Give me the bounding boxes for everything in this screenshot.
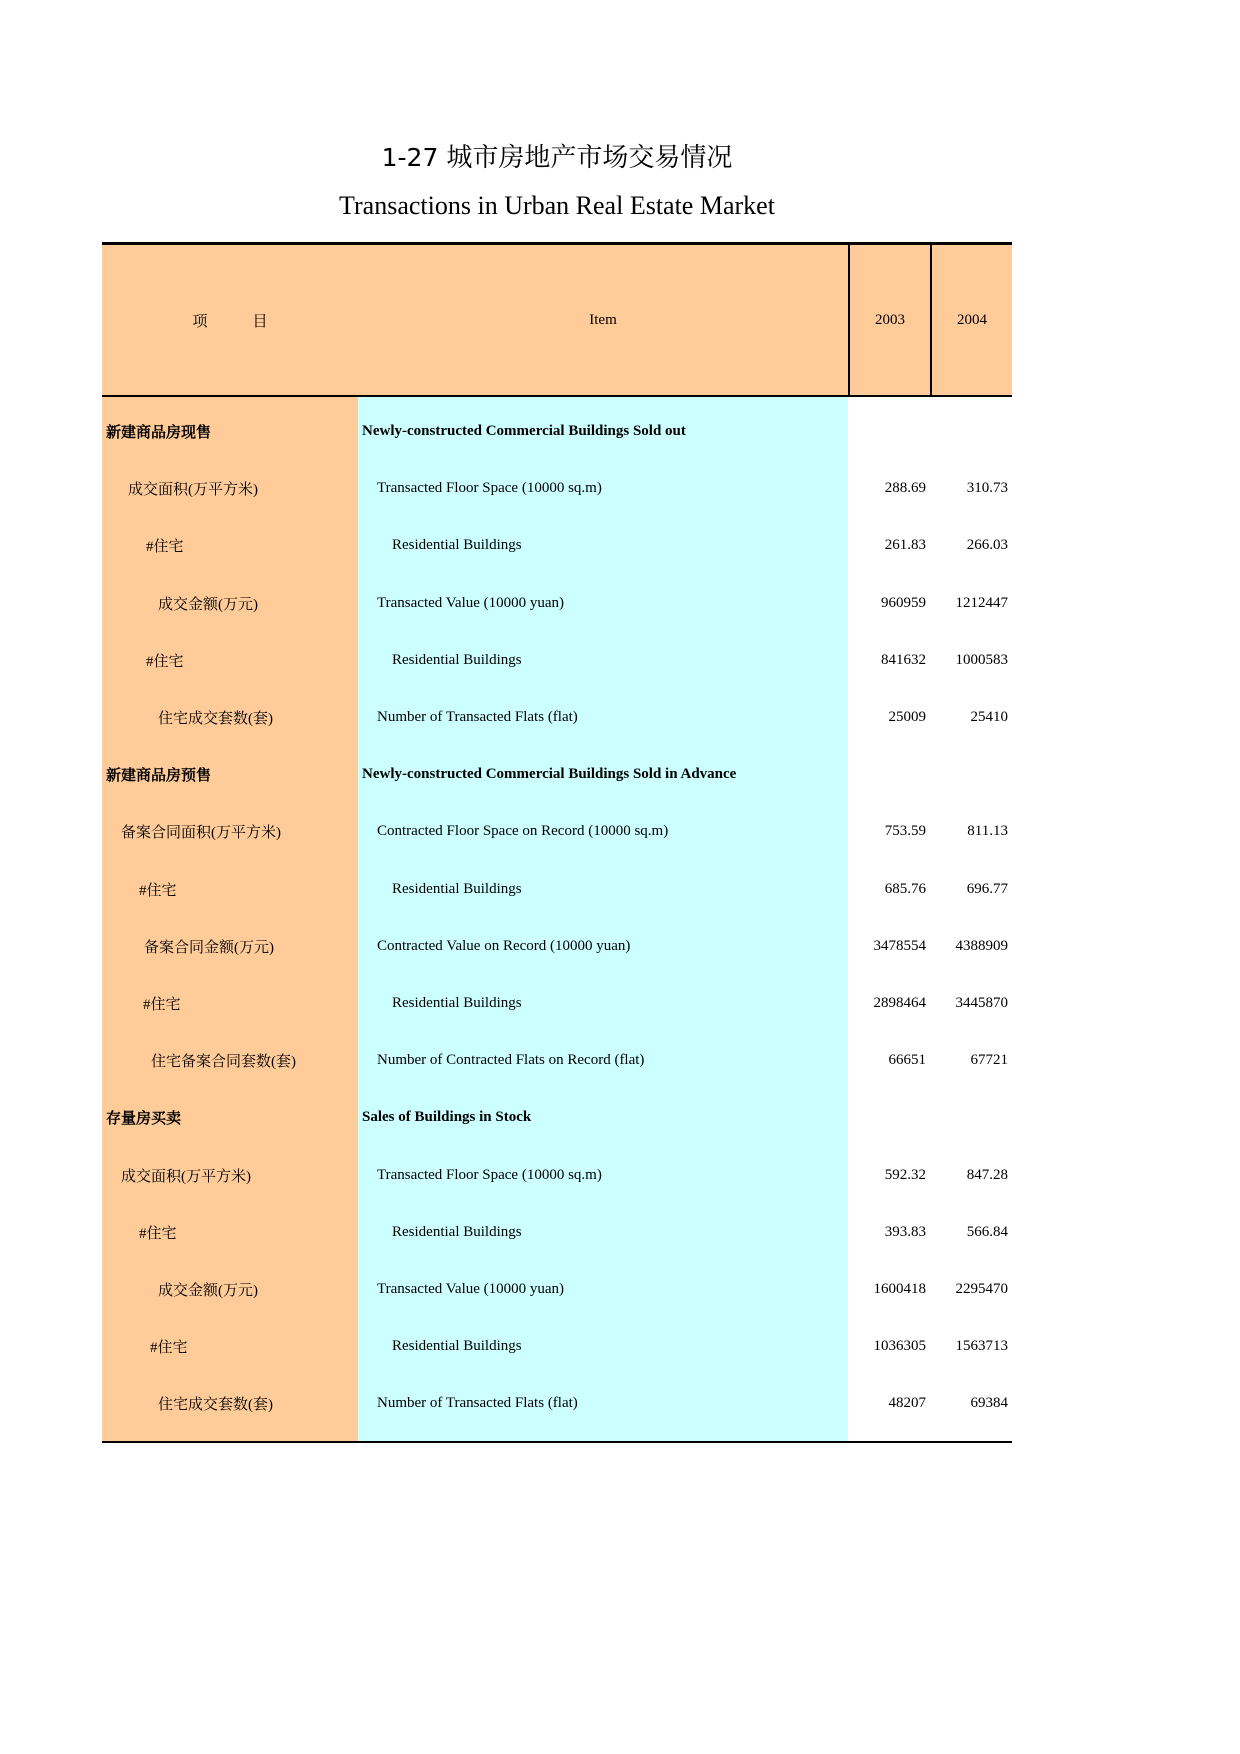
value-2004: 67721 (970, 1052, 1008, 1069)
value-2004: 811.13 (967, 823, 1008, 840)
value-2004: 1000583 (955, 651, 1008, 668)
header-item-en: Item (589, 311, 617, 328)
row-label-en: Number of Transacted Flats (flat) (377, 709, 578, 726)
page-title-cn (102, 139, 1012, 177)
table-row (102, 1146, 1012, 1203)
value-2004: 69384 (970, 1395, 1008, 1412)
header-year-2003: 2003 (848, 245, 930, 395)
value-2003: 2898464 (873, 994, 926, 1011)
table-bottom-rule (102, 1441, 1012, 1443)
value-2004: 847.28 (966, 1166, 1008, 1183)
row-label-cn: 备案合同面积(万平方米) (121, 825, 281, 842)
row-label-en: Newly-constructed Commercial Buildings Sold in Advance (362, 766, 737, 783)
value-2003: 66651 (888, 1052, 926, 1069)
table-row (102, 1204, 1012, 1261)
statistics-table (102, 242, 1012, 1443)
value-2003: 288.69 (884, 480, 926, 497)
value-2004: 566.84 (966, 1223, 1008, 1240)
row-label-en: Newly-constructed Commercial Buildings Sold out (362, 423, 686, 440)
row-label-en: Residential Buildings (392, 1223, 522, 1240)
section-row (102, 1089, 1012, 1146)
row-label-cn: 住宅备案合同套数(套) (151, 1054, 296, 1071)
table-row (102, 1318, 1012, 1375)
value-2004: 3445870 (955, 994, 1008, 1011)
section-row (102, 403, 1012, 460)
value-2004: 1563713 (955, 1338, 1008, 1355)
value-2003: 1600418 (873, 1280, 926, 1297)
row-label-cn: #住宅 (139, 1225, 177, 1242)
row-label-cn: 成交面积(万平方米) (128, 482, 258, 499)
title-cn-text: 城市房地产市场交易情况 (446, 143, 733, 172)
value-2003: 753.59 (884, 823, 926, 840)
row-label-cn: 住宅成交套数(套) (158, 1397, 273, 1414)
value-2004: 696.77 (966, 880, 1008, 897)
table-row (102, 1261, 1012, 1318)
row-label-en: Transacted Value (10000 yuan) (377, 1280, 565, 1297)
row-label-en: Residential Buildings (392, 537, 522, 554)
row-label-cn: #住宅 (139, 882, 177, 899)
row-label-cn: 新建商品房现售 (106, 425, 212, 442)
table-number: 1-27 (381, 143, 439, 172)
row-label-en: Residential Buildings (392, 994, 522, 1011)
table-body (102, 397, 1012, 1441)
value-2003: 592.32 (884, 1166, 926, 1183)
table-row (102, 1032, 1012, 1089)
row-label-cn: 新建商品房预售 (106, 768, 212, 785)
row-label-en: Residential Buildings (392, 880, 522, 897)
value-2003: 393.83 (884, 1223, 926, 1240)
row-label-cn: 成交面积(万平方米) (121, 1168, 251, 1185)
value-2003: 1036305 (873, 1338, 926, 1355)
table-row (102, 517, 1012, 574)
table-row (102, 460, 1012, 517)
value-2003: 960959 (881, 594, 926, 611)
value-2003: 841632 (881, 651, 926, 668)
row-label-en: Residential Buildings (392, 651, 522, 668)
page-title-en: Transactions in Urban Real Estate Market (339, 191, 775, 220)
value-2003: 48207 (888, 1395, 926, 1412)
table-row (102, 1375, 1012, 1432)
table-row (102, 975, 1012, 1032)
value-2004: 25410 (970, 709, 1008, 726)
table-row (102, 632, 1012, 689)
value-2004: 310.73 (966, 480, 1008, 497)
value-2004: 1212447 (955, 594, 1008, 611)
row-label-en: Number of Transacted Flats (flat) (377, 1395, 578, 1412)
row-label-en: Residential Buildings (392, 1338, 522, 1355)
header-item-cn: 项 目 (192, 313, 268, 330)
row-label-en: Transacted Value (10000 yuan) (377, 594, 565, 611)
table-row (102, 575, 1012, 632)
row-label-cn: #住宅 (146, 653, 184, 670)
row-label-cn: #住宅 (146, 539, 184, 556)
header-year-2004: 2004 (930, 245, 1012, 395)
row-label-cn: 成交金额(万元) (158, 596, 258, 613)
value-2004: 2295470 (955, 1280, 1008, 1297)
table-row (102, 689, 1012, 746)
row-label-en: Contracted Value on Record (10000 yuan) (377, 937, 631, 954)
value-2003: 3478554 (873, 937, 926, 954)
row-label-cn: 存量房买卖 (106, 1111, 182, 1128)
row-label-en: Number of Contracted Flats on Record (flat) (377, 1052, 645, 1069)
row-label-cn: #住宅 (150, 1340, 188, 1357)
row-label-cn: 成交金额(万元) (158, 1282, 258, 1299)
table-header (102, 245, 1012, 395)
section-row (102, 746, 1012, 803)
value-2003: 261.83 (884, 537, 926, 554)
row-label-cn: 住宅成交套数(套) (158, 711, 273, 728)
table-row (102, 803, 1012, 860)
table-row (102, 918, 1012, 975)
row-label-en: Contracted Floor Space on Record (10000 sq.m) (377, 823, 669, 840)
value-2004: 266.03 (966, 537, 1008, 554)
table-rows (102, 403, 1012, 1432)
row-label-en: Transacted Floor Space (10000 sq.m) (377, 480, 602, 497)
value-2003: 685.76 (884, 880, 926, 897)
row-label-cn: 备案合同金额(万元) (144, 939, 274, 956)
row-label-en: Transacted Floor Space (10000 sq.m) (377, 1166, 602, 1183)
row-label-en: Sales of Buildings in Stock (362, 1109, 532, 1126)
table-row (102, 861, 1012, 918)
row-label-cn: #住宅 (143, 996, 181, 1013)
value-2004: 4388909 (955, 937, 1008, 954)
value-2003: 25009 (888, 709, 926, 726)
